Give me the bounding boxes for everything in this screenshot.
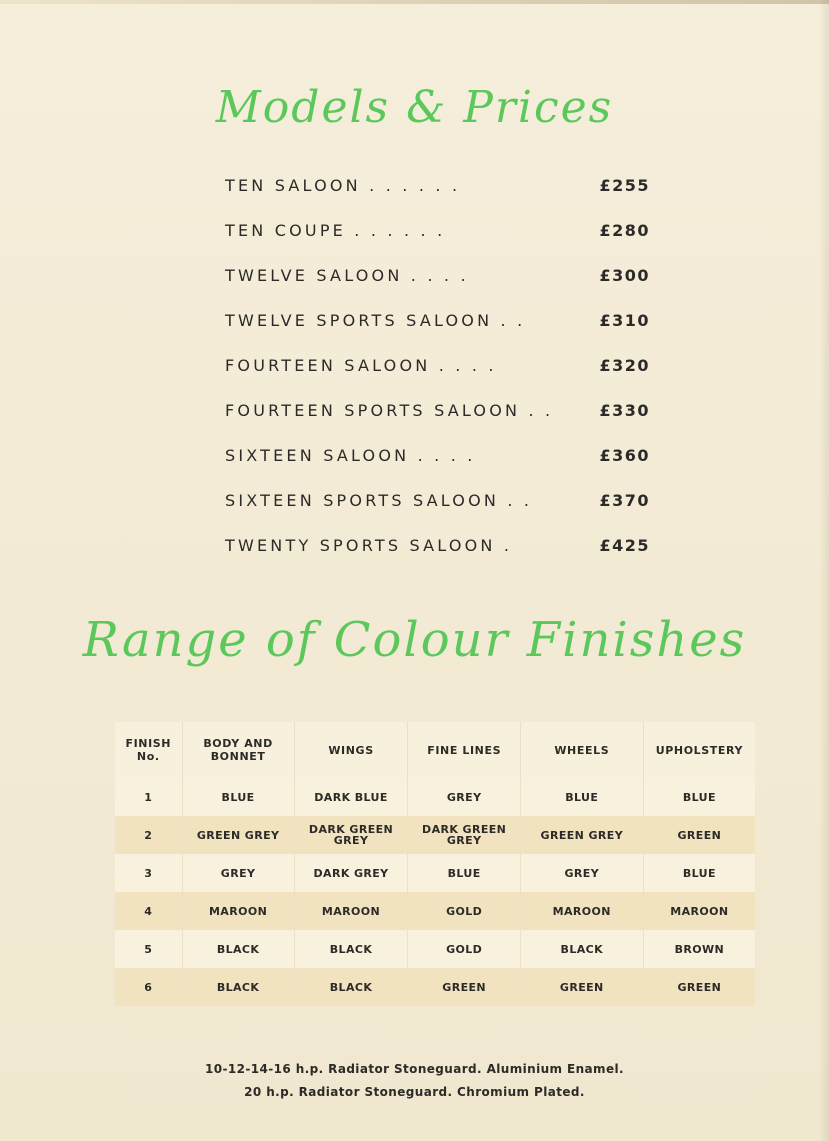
table-row [115, 892, 755, 930]
stoneguard-note-2: 20 h.p. Radiator Stoneguard. Chromium Plated. [244, 1085, 585, 1099]
model-name: FOURTEEN SALOON . . . . [225, 356, 497, 375]
cell-wheels: MAROON [520, 892, 643, 930]
cell-fine-line1: GREY [446, 790, 482, 804]
table-row [115, 930, 755, 968]
table-row [115, 816, 755, 854]
cell-fine-line1: DARK GREEN [422, 823, 507, 836]
price-row [225, 528, 655, 573]
model-name: TEN COUPE . . . . . . [225, 221, 446, 240]
cell-body: BLACK [182, 930, 294, 968]
cell-fine-line1: GREEN [442, 980, 487, 994]
cell-body: MAROON [182, 892, 294, 930]
cell-wheels: GREEN GREY [520, 816, 643, 854]
cell-fine-lines [408, 816, 520, 854]
model-name: TWENTY SPORTS SALOON . [225, 536, 513, 555]
colour-finishes-table [115, 722, 755, 1006]
cell-body: BLACK [182, 968, 294, 1006]
model-name: SIXTEEN SALOON . . . . [225, 446, 476, 465]
page-top-edge [0, 0, 829, 4]
model-price: £255 [599, 176, 650, 195]
table-row [115, 968, 755, 1006]
cell-fine-line1: GOLD [446, 904, 483, 918]
cell-wings [294, 892, 408, 930]
cell-body: BLUE [182, 778, 294, 816]
cell-finish-no: 1 [115, 778, 182, 816]
cell-wings-line1: DARK GREY [313, 866, 389, 880]
header-finish-no [115, 722, 182, 778]
table-row [115, 778, 755, 816]
cell-wings [294, 816, 408, 854]
model-name: FOURTEEN SPORTS SALOON . . [225, 401, 554, 420]
cell-finish-no: 3 [115, 854, 182, 892]
cell-fine-lines [408, 778, 520, 816]
header-finish-line1: FINISH [125, 737, 172, 750]
model-name: SIXTEEN SPORTS SALOON . . [225, 491, 533, 510]
cell-wings [294, 778, 408, 816]
cell-fine-line2: GREY [446, 834, 482, 847]
cell-upholstery: BROWN [643, 930, 755, 968]
price-row [225, 393, 655, 438]
price-row [225, 258, 655, 303]
header-finish-line2: No. [136, 750, 160, 763]
cell-wings-line1: MAROON [321, 904, 381, 918]
price-row [225, 483, 655, 528]
cell-wheels: GREEN [520, 968, 643, 1006]
model-price: £360 [599, 446, 650, 465]
header-body-bonnet [182, 722, 294, 778]
price-row [225, 168, 655, 213]
cell-wings-line1: DARK BLUE [314, 790, 388, 804]
price-row [225, 348, 655, 393]
model-price: £330 [599, 401, 650, 420]
cell-wheels: BLUE [520, 778, 643, 816]
cell-wings [294, 854, 408, 892]
model-price: £425 [599, 536, 650, 555]
cell-upholstery: MAROON [643, 892, 755, 930]
model-name: TWELVE SALOON . . . . [225, 266, 469, 285]
model-price: £310 [599, 311, 650, 330]
cell-finish-no: 2 [115, 816, 182, 854]
price-row [225, 438, 655, 483]
cell-finish-no: 4 [115, 892, 182, 930]
cell-wings-line2: GREY [333, 834, 369, 847]
header-upholstery: UPHOLSTERY [643, 722, 755, 778]
model-price: £300 [599, 266, 650, 285]
price-row [225, 213, 655, 258]
cell-wings [294, 968, 408, 1006]
cell-upholstery: BLUE [643, 778, 755, 816]
cell-fine-lines [408, 968, 520, 1006]
header-fine-lines: FINE LINES [408, 722, 520, 778]
page-right-edge [819, 0, 829, 1141]
cell-upholstery: GREEN [643, 968, 755, 1006]
table-row [115, 854, 755, 892]
models-prices-title: Models & Prices [215, 82, 614, 133]
cell-finish-no: 5 [115, 930, 182, 968]
header-body-line1: BODY AND [203, 737, 273, 750]
cell-fine-lines [408, 854, 520, 892]
table-header-row [115, 722, 755, 778]
cell-fine-line1: GOLD [446, 942, 483, 956]
header-body-line2: BONNET [210, 750, 266, 763]
model-price: £320 [599, 356, 650, 375]
header-wheels: WHEELS [520, 722, 643, 778]
cell-upholstery: GREEN [643, 816, 755, 854]
model-price: £280 [599, 221, 650, 240]
cell-wheels: BLACK [520, 930, 643, 968]
cell-body: GREEN GREY [182, 816, 294, 854]
cell-fine-lines [408, 930, 520, 968]
cell-wings [294, 930, 408, 968]
model-name: TEN SALOON . . . . . . [225, 176, 461, 195]
cell-wings-line1: BLACK [329, 980, 373, 994]
model-price: £370 [599, 491, 650, 510]
price-list [225, 168, 655, 573]
cell-fine-line1: BLUE [447, 866, 481, 880]
cell-finish-no: 6 [115, 968, 182, 1006]
colour-finishes-title: Range of Colour Finishes [82, 612, 747, 668]
model-name: TWELVE SPORTS SALOON . . [225, 311, 526, 330]
price-row [225, 303, 655, 348]
stoneguard-note-1: 10-12-14-16 h.p. Radiator Stoneguard. Aluminium Enamel. [205, 1062, 624, 1076]
cell-wings-line1: BLACK [329, 942, 373, 956]
cell-wings-line1: DARK GREEN [308, 823, 394, 836]
cell-upholstery: BLUE [643, 854, 755, 892]
cell-wheels: GREY [520, 854, 643, 892]
cell-fine-lines [408, 892, 520, 930]
header-wings: WINGS [294, 722, 408, 778]
cell-body: GREY [182, 854, 294, 892]
